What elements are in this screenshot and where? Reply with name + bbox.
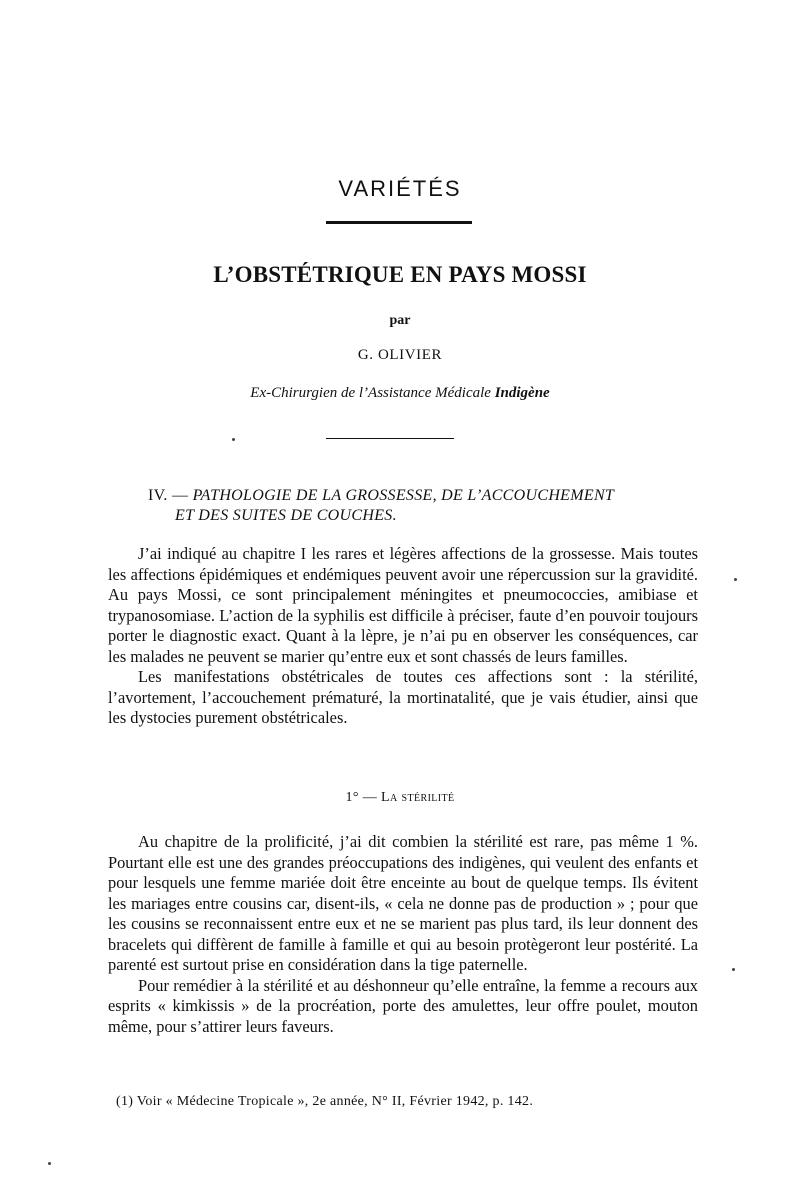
author-affiliation	[0, 385, 800, 402]
affiliation-last-word: Indigène	[494, 385, 550, 401]
print-speck	[734, 578, 737, 581]
chapter-heading	[148, 486, 708, 526]
print-speck	[48, 1162, 51, 1165]
affiliation-main: Ex-Chirurgien de l’Assistance Médicale	[250, 385, 495, 401]
print-speck	[732, 968, 735, 971]
paragraph: Pour remédier à la stérilité et au déshonneur qu’elle entraîne, la femme a recours aux esprits « kimkissis » de la procréation, porte des amulettes, leur offre poulet, mouton même, pour s’attirer leurs faveurs.	[108, 975, 698, 1036]
print-speck	[232, 438, 235, 441]
subsection-number: 1° —	[345, 790, 382, 805]
byline-par: par	[389, 313, 411, 328]
paragraph: Les manifestations obstétricales de toutes ces affections sont : la stérilité, l’avortement, l’accouchement prématuré, la mortinatalité, que je vais étudier, ainsi que les dystocies purement obstétricales.	[108, 667, 698, 727]
paragraph: J’ai indiqué au chapitre I les rares et légères affections de la grossesse. Mais toutes les affections épidémiques et endémiques peuvent avoir une répercussion sur la gravidité. Au pays Mossi, ce sont principalement méningites et pneumococcies, amibiase et trypanosomiase. L’action de la syphilis est difficile à préciser, faute d’en pouvoir toujours porter le diagnostic exact. Quant à la lèpre, je n’ai pu en observer les conséquences, car les malades ne peuvent se marier qu’entre eux et sont chassés de leurs familles.	[108, 544, 698, 666]
title-rule	[326, 221, 472, 224]
section-title: VARIÉTÉS	[338, 176, 462, 201]
sterility-text	[108, 832, 698, 1037]
author-name: G. OLIVIER	[357, 347, 443, 363]
subsection-heading	[0, 790, 800, 806]
paragraph: Au chapitre de la prolificité, j’ai dit combien la stérilité est rare, pas même 1 %. Pourtant elle est une des grandes préoccupations des indigènes, qui veulent des enfants et pour lesquels une femme mariée doit être enceinte au bout de quelque temps. Ils évitent les mariages entre cousins car, disent-ils, « cela ne donne pas de production » ; pour que les cousins se reconnaissent entre eux et ne se marient pas plus tard, ils leur donnent des bracelets qui diffèrent de famille à famille et qui au besoin protègeront leur postérité. La parenté est surtout prise en considération dans la tige paternelle.	[108, 832, 698, 974]
intro-text	[108, 544, 698, 729]
subsection-title: La stérilité	[381, 790, 455, 805]
separator-rule	[326, 438, 454, 439]
article-title: L’OBSTÉTRIQUE EN PAYS MOSSI	[213, 262, 587, 287]
chapter-heading-line1	[148, 486, 708, 506]
chapter-number: IV. —	[148, 487, 193, 504]
chapter-title-line1: PATHOLOGIE DE LA GROSSESSE, DE L’ACCOUCHEMENT	[192, 487, 615, 504]
footnote: (1) Voir « Médecine Tropicale », 2e année, N° II, Février 1942, p. 142.	[116, 1094, 534, 1109]
chapter-title-line2: ET DES SUITES DE COUCHES.	[175, 507, 397, 524]
